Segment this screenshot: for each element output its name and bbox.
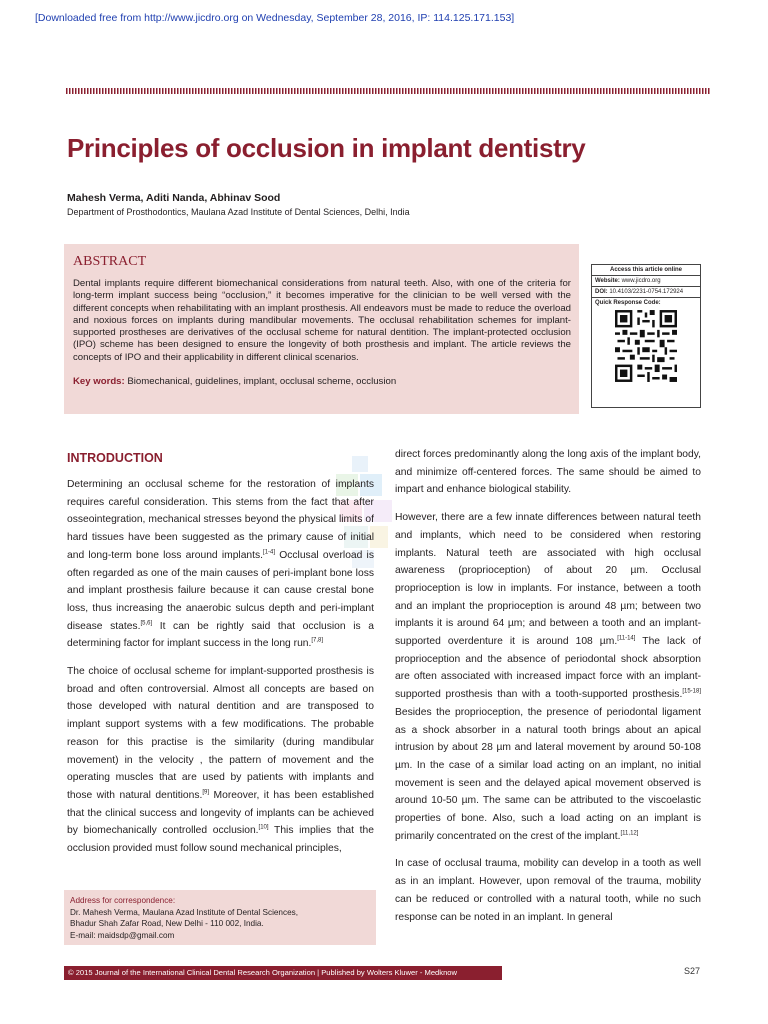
keywords (73, 376, 571, 387)
abstract-text: Dental implants require different biomechanical considerations from natural teeth. Also, with one of the criteria for long-term implant success being “occlusion,” it becomes imperative for the clinician to be well versed with the different concepts when rehabilitating with an implant prosthesis. All endeavors must be made to reduce the overload and noxious forces on implants during mandibular movements. The occlusal rehabilitation schemes for implant-supported prostheses are derivatives of the occlusal scheme for natural dentition. The implant-protected occlusion (IPO) scheme has been designed to ensure the longevity of both prosthesis and implant. The article reviews the concepts of IPO and their applicability in different clinical scenarios. (73, 278, 571, 363)
right-paragraph-3: In case of occlusal trauma, mobility can develop in a tooth as well as in an implant. However, upon removal of the trauma, mobility can be reduced or controlled with a natural tooth, while no such response can be noted in an implant. In general (395, 858, 701, 923)
article-title: Principles of occlusion in implant dentistry (67, 133, 586, 163)
doi-label: DOI: (595, 289, 608, 295)
right-column (395, 446, 701, 936)
qr-label: Quick Response Code: (595, 300, 661, 306)
copyright-footer: © 2015 Journal of the International Clinical Dental Research Organization | Published by Wolters Kluwer - Medknow (64, 966, 502, 980)
citation[interactable]: [5,6] (140, 620, 153, 627)
abstract-box (64, 244, 579, 414)
author-list: Mahesh Verma, Aditi Nanda, Abhinav Sood (67, 192, 281, 204)
website-value: www.jicdro.org (621, 278, 661, 284)
qr-code-icon[interactable] (615, 310, 677, 382)
text-run: Moreover, it has been established that the clinical success and longevity of implants can be achieved by biomechanically controlled occlusion. (67, 789, 374, 837)
abstract-heading: ABSTRACT (73, 254, 147, 269)
right-paragraph-2 (395, 509, 701, 845)
doi-value: 10.4103/2231-0754.172924 (609, 289, 684, 295)
citation[interactable]: [9] (202, 789, 210, 796)
download-note[interactable]: [Downloaded free from http://www.jicdro.org on Wednesday, September 28, 2016, IP: 114.125.171.153] (35, 12, 515, 24)
access-website[interactable] (592, 276, 700, 287)
citation[interactable]: [7,8] (311, 637, 324, 644)
text-run: It can be rightly said that occlusion is a determining factor for implant success in the long run. (67, 620, 374, 650)
correspondence-label: Address for correspondence: (70, 896, 176, 905)
access-doi[interactable] (592, 287, 700, 298)
citation[interactable]: [10] (258, 824, 269, 831)
email-line[interactable]: E-mail: maidsdp@gmail.com (70, 930, 175, 940)
text-run: Occlusal overload is often regarded as one of the main causes of peri-implant bone loss and implant prosthesis failure because it can cause crestal bone loss, thus increasing the anaerobic sulcus depth and peri-implant disease states. (67, 549, 374, 632)
citation[interactable]: [11-14] (617, 635, 636, 642)
left-column (67, 476, 374, 868)
header-rule (66, 88, 710, 94)
introduction-heading: INTRODUCTION (67, 451, 163, 465)
qr-section (592, 298, 700, 384)
address-line: Bhadur Shah Zafar Road, New Delhi - 110 002, India. (70, 919, 264, 928)
right-paragraph-1: direct forces predominantly along the long axis of the implant body, and minimize off-centered forces. The same should be aimed to impart and enhance biological stability. (395, 449, 701, 496)
access-online-box (591, 264, 701, 408)
intro-paragraph-1 (67, 476, 374, 653)
page-number: S27 (684, 966, 701, 976)
text-run: This implies that the occlusion provided must follow sound mechanical principles, (67, 825, 374, 855)
citation[interactable]: [11,12] (620, 830, 639, 837)
citation[interactable]: [1-4] (263, 549, 276, 556)
text-run: Determining an occlusal scheme for the restoration of implants requires careful consideration. This stems from the fact that after osseointegration, mechanical stresses beyond the physical limits of hard tissues have been suggested as the primary cause of initial and long-term bone loss around implants. (67, 479, 374, 561)
keywords-label: Key words: (73, 376, 125, 388)
website-label: Website: (595, 278, 620, 284)
text-run: Besides the proprioception, the presence of periodontal ligament as a shock absorber in a natural tooth brings about an apical intrusion by about 28 µm and lateral movement by around 50-108 µm. In the case of a similar load acting on an implant, no initial movement is seen and the delayed apical movement observed is around 10-50 µm. The same can be attributed to the viscoelastic properties of bone. Also, such a load acting on an implant is primarily concentrated on the crest of the implant. (395, 706, 701, 842)
access-header: Access this article online (592, 265, 700, 276)
text-run: The choice of occlusal scheme for implant-supported prosthesis is broad and often controversial. Almost all concepts are based on those developed with natural dentition and are transposed to implant support systems with a few modifications. The probable reason for this practise is the similarity (during mandibular movement) in the velocity , the pattern of movement and the operating muscles that are used by patients with implants and those with natural dentitions. (67, 666, 374, 801)
correspondence-box (64, 890, 376, 945)
address-line: Dr. Mahesh Verma, Maulana Azad Institute of Dental Sciences, (70, 907, 299, 917)
keywords-list: Biomechanical, guidelines, implant, occlusal scheme, occlusion (127, 376, 397, 388)
text-run: However, there are a few innate differences between natural teeth and implants, which need to be considered when restoring implants. Natural teeth are associated with high occlusal awareness (proprioception) of about 20 µm. Occlusal proprioception is low in implants. For instance, between a tooth and an implant the proprioception is around 48 µm; between two implants it is around 64 µm; and between a tooth and an implant-supported overdenture it is around 108 µm. (395, 512, 701, 648)
intro-paragraph-2 (67, 663, 374, 858)
affiliation: Department of Prosthodontics, Maulana Azad Institute of Dental Sciences, Delhi, India (67, 207, 410, 217)
text-run: The lack of proprioception and the absence of periodontal shock absorption are often associated with increased impact force with an implant-supported prosthesis than with a tooth-supported prosthesis. (395, 636, 701, 701)
citation[interactable]: [15-18] (682, 688, 701, 695)
